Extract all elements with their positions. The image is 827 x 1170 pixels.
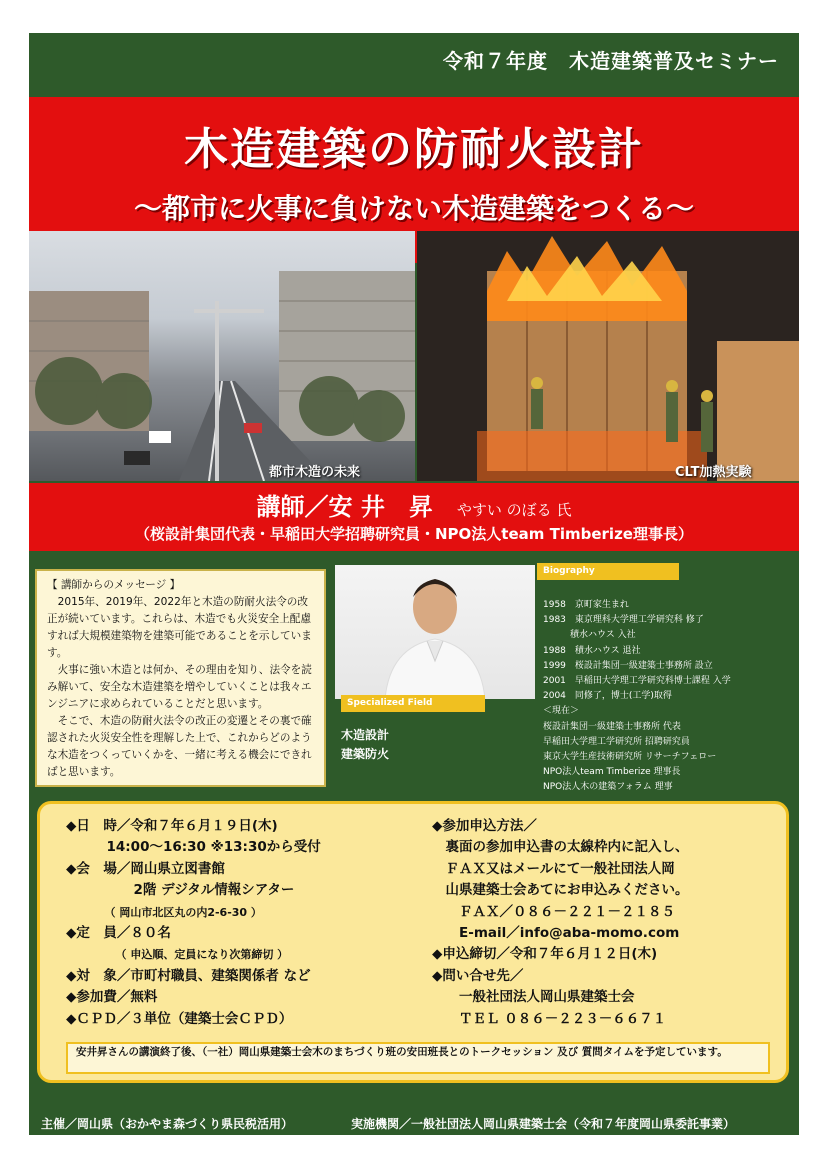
info-line: ◆問い合せ先／: [432, 967, 524, 984]
field-item: 木造設計: [341, 728, 390, 742]
bio-line: 東京大学生産技術研究所 リサーチフェロー: [543, 752, 717, 763]
info-line: 一般社団法人岡山県建築士会: [432, 989, 635, 1006]
info-line: （ 岡山市北区丸の内2-6-30 ）: [66, 905, 262, 919]
specialized-field-list: [341, 726, 389, 764]
message-paragraph: そこで、木造の防耐火法令の改正の変遷とその裏で確認された火災安全性を理解した上で、これからどのような木造をつくっていくかを、一緒に考える機会にできればと思います。: [47, 715, 312, 778]
info-line: 裏面の参加申込書の太線枠内に記入し、: [432, 839, 689, 856]
info-line: ◆会 場／岡山県立図書館: [66, 860, 225, 877]
info-line: ◆参加費／無料: [66, 989, 158, 1006]
application-details: [432, 816, 782, 1030]
bio-line: 積水ハウス 入社: [543, 630, 636, 641]
city-photo-caption: 都市木造の未来: [269, 465, 361, 480]
speaker-band: [29, 483, 799, 551]
fire-test-illustration: [417, 231, 799, 481]
bio-line: 1999 桜設計集団一級建築士事務所 設立: [543, 660, 713, 671]
biography-list: [543, 598, 793, 796]
flyer-frame: [29, 33, 799, 1135]
bio-line: NPO法人team Timberize 理事長: [543, 767, 681, 778]
info-line: ◆対 象／市町村職員、建築関係者 など: [66, 967, 311, 984]
city-street-illustration: [29, 231, 415, 481]
speaker-affiliation: （桜設計集団代表・早稲田大学招聘研究員・NPO法人team Timberize理事長）: [135, 525, 693, 543]
talk-session-note: 安井昇さんの講演終了後、（一社）岡山県建築士会木のまちづくり班の安田班長とのトークセッション 及び 質問タイムを予定しています。: [66, 1042, 770, 1074]
bio-line: NPO法人木の建築フォラム 理事: [543, 782, 673, 793]
info-line: ◆定 員／８０名: [66, 925, 171, 942]
phone-number: ＴＥＬ ０８６－２２３－６６７１: [432, 1010, 667, 1027]
bio-line: 2001 早稲田大学理工学研究科博士課程 入学: [543, 676, 731, 687]
message-paragraph: 2015年、2019年、2022年と木造の防耐火法令の改正が続いています。これらは、木造でも火災安全上配慮すれば大規模建築物を建築可能であることを示しています。: [47, 596, 312, 659]
clt-fire-test-photo: [417, 231, 799, 481]
bio-line: 早稲田大学理工学研究所 招聘研究員: [543, 736, 690, 747]
info-line: ◆申込締切／令和７年６月１２日(木): [432, 946, 658, 963]
specialized-field-tag: Specialized Field: [341, 695, 485, 712]
info-line: ＦＡＸ又はメールにて一般社団法人岡: [432, 860, 675, 877]
implementer: 実施機関／一般社団法人岡山県建築士会（令和７年度岡山県委託事業）: [351, 1117, 736, 1131]
fire-photo-caption: CLT加熱実験: [675, 465, 752, 480]
bio-line: 1988 積水ハウス 退社: [543, 645, 641, 656]
info-line: ◆参加申込方法／: [432, 818, 537, 834]
bio-line: 2004 同修了，博士(工学)取得: [543, 691, 672, 702]
info-line: 14:00～16:30 ※13:30から受付: [66, 839, 321, 856]
event-info-box: [37, 801, 789, 1083]
field-item: 建築防火: [341, 747, 390, 761]
speaker-message-box: [35, 569, 326, 787]
info-line: 山県建築士会あてにお申込みください。: [432, 882, 689, 899]
speaker-reading: やすい のぼる 氏: [456, 501, 572, 519]
bio-line: 1983 東京理科大学理工学研究科 修了: [543, 615, 704, 626]
organizer: 主催／岡山県（おかやま森づくり県民税活用）: [41, 1117, 294, 1131]
event-details: [66, 816, 446, 1030]
speaker-portrait: [335, 565, 535, 699]
photo-strip: [29, 231, 799, 481]
message-paragraph: 火事に強い木造とは何か、その理由を知り、法令を読み解いて、安全な木造建築を増やしていくことは我々エンジニアに求められていることだと思います。: [47, 664, 312, 710]
speaker-name-line: [29, 487, 799, 522]
page-subtitle: ～都市に火事に負けない木造建築をつくる～: [133, 192, 694, 225]
biography-tag: Biography: [537, 563, 679, 580]
bio-line: 1958 京町家生まれ: [543, 600, 629, 610]
info-line: 2階 デジタル情報シアター: [66, 882, 295, 899]
message-heading: 【 講師からのメッセージ 】: [47, 579, 181, 591]
info-line: ◆日 時／令和７年６月１９日(木): [66, 818, 278, 834]
speaker-name: 講師／安 井 昇: [256, 493, 433, 521]
bio-line: 桜設計集団一級建築士事務所 代表: [543, 721, 681, 732]
info-line: （ 申込順、定員になり次第締切 ）: [66, 948, 289, 962]
fax-number: ＦＡＸ／０８６－２２１－２１８５: [432, 903, 675, 920]
city-timber-photo: [29, 231, 415, 481]
page-title: 木造建築の防耐火設計: [184, 124, 644, 175]
info-line: ◆ＣＰＤ／３単位（建築士会ＣＰＤ）: [66, 1010, 293, 1027]
seminar-line: 令和７年度 木造建築普及セミナー: [443, 49, 779, 73]
bio-line: ＜現在＞: [543, 706, 580, 717]
speaker-avatar: [335, 565, 535, 699]
email-address[interactable]: E-mail／info@aba-momo.com: [432, 925, 680, 942]
